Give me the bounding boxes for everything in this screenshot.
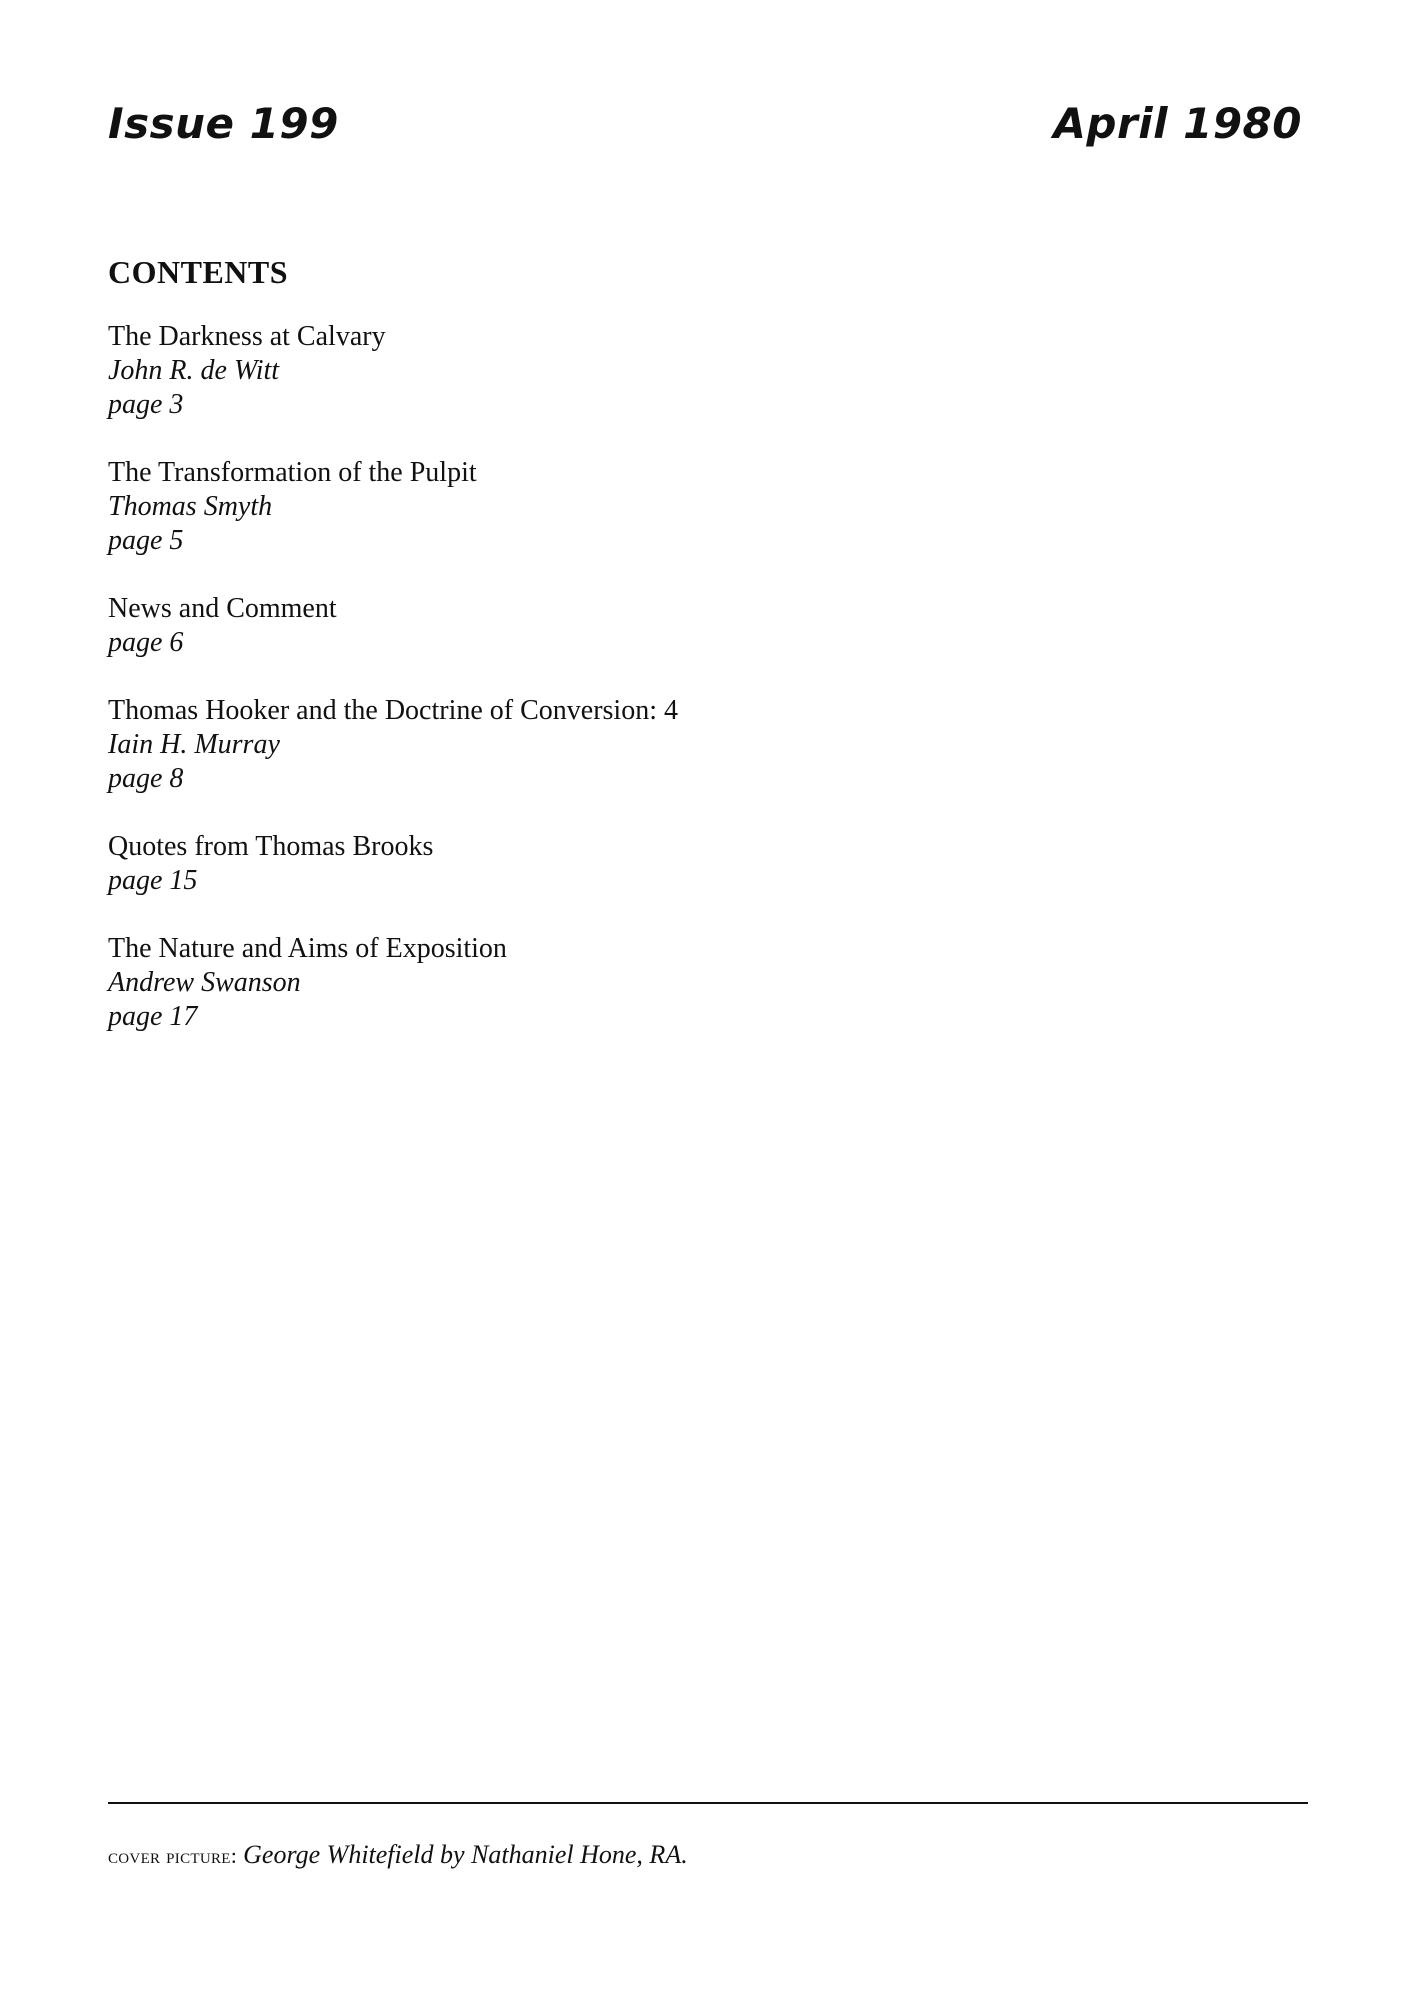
contents-entry <box>108 932 1108 1034</box>
entry-title: The Nature and Aims of Exposition <box>108 933 507 964</box>
contents-section <box>108 252 1108 1068</box>
contents-entry <box>108 320 1108 422</box>
entry-page: page 3 <box>108 389 184 420</box>
issue-date: April 1980 <box>1053 99 1302 148</box>
contents-entry <box>108 830 1108 898</box>
cover-picture-text: George Whitefield by Nathaniel Hone, RA. <box>243 1840 688 1869</box>
contents-entry <box>108 456 1108 558</box>
entry-author: John R. de Witt <box>108 355 280 386</box>
cover-picture-credit <box>108 1840 688 1871</box>
entry-author: Iain H. Murray <box>108 729 280 760</box>
entry-title: The Transformation of the Pulpit <box>108 457 477 488</box>
footer-divider <box>108 1802 1308 1804</box>
entry-author: Andrew Swanson <box>108 967 301 998</box>
entry-title: Thomas Hooker and the Doctrine of Conversion: 4 <box>108 695 678 726</box>
entry-page: page 15 <box>108 865 198 896</box>
entry-page: page 17 <box>108 1001 198 1032</box>
entry-title: News and Comment <box>108 593 337 624</box>
page-header <box>108 96 1306 156</box>
entry-page: page 6 <box>108 627 184 658</box>
issue-number: Issue 199 <box>108 99 339 148</box>
contents-heading: CONTENTS <box>108 254 289 290</box>
entry-page: page 5 <box>108 525 184 556</box>
entry-page: page 8 <box>108 763 184 794</box>
contents-entry <box>108 592 1108 660</box>
entry-title: Quotes from Thomas Brooks <box>108 831 434 862</box>
cover-picture-label: cover picture: <box>108 1843 238 1868</box>
contents-entry <box>108 694 1108 796</box>
entry-author: Thomas Smyth <box>108 491 273 522</box>
entry-title: The Darkness at Calvary <box>108 321 386 352</box>
